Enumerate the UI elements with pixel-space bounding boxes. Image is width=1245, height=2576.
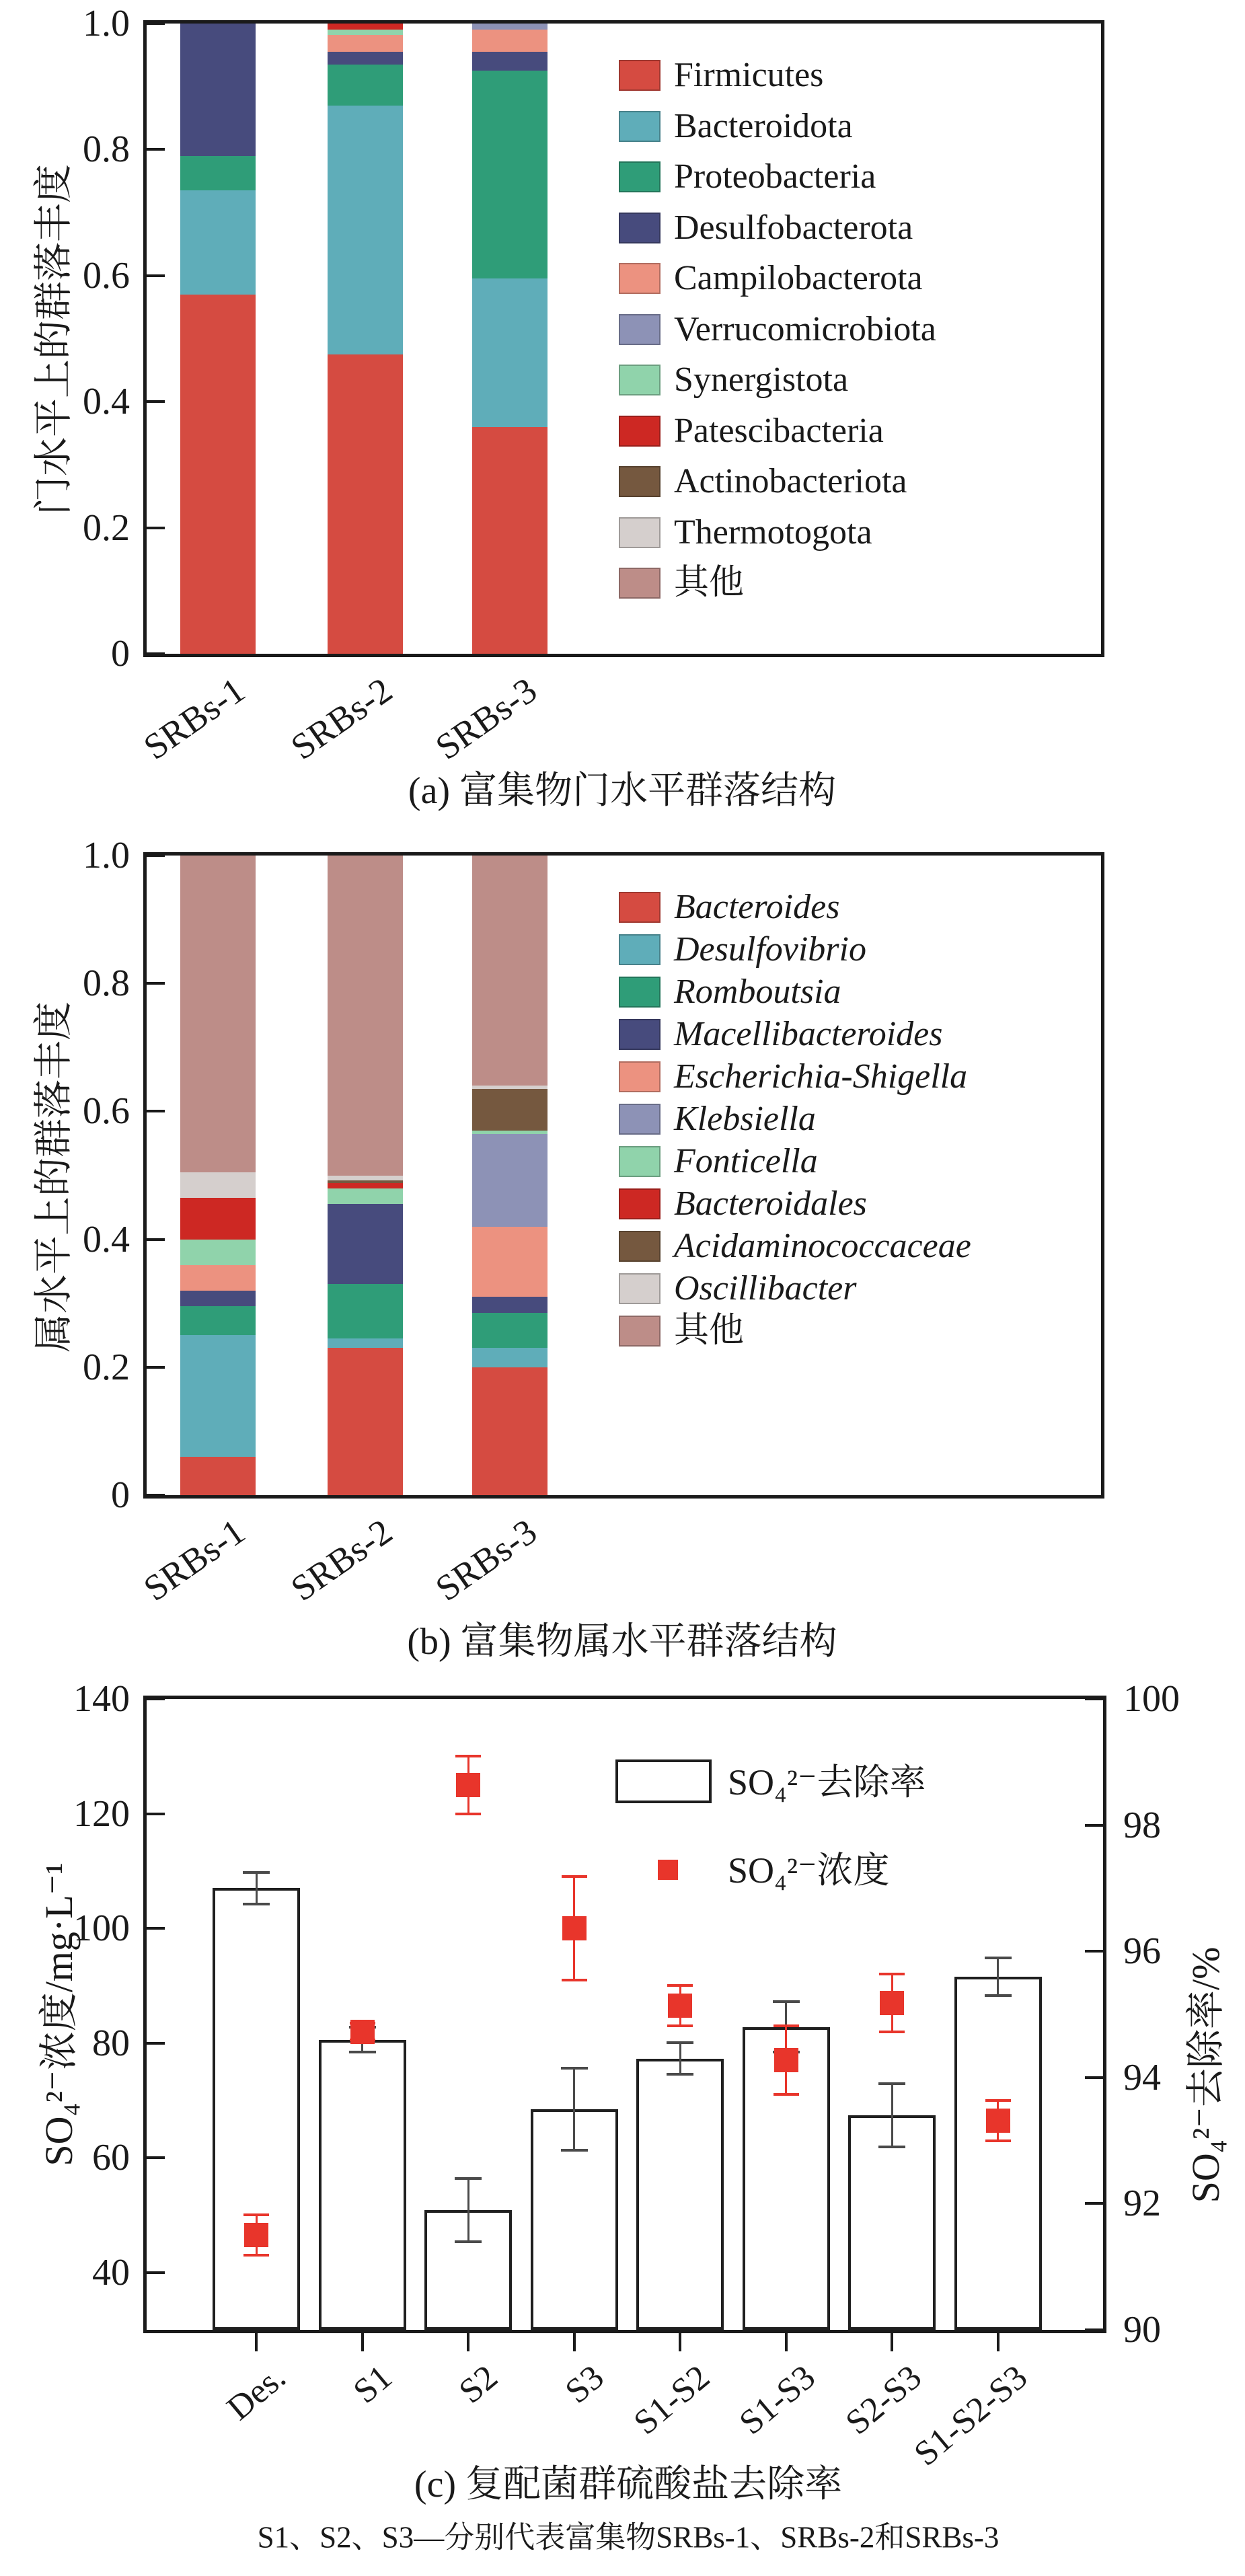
bar-segment-Bacteroidota <box>180 190 256 295</box>
left-tick-label: 80 <box>92 2022 130 2064</box>
bar-error-line <box>256 1872 258 1904</box>
point-error-cap-bottom <box>562 1979 587 1981</box>
stacked-chart-0-axis-left <box>143 20 147 657</box>
bar-segment-Romboutsia <box>472 1313 548 1348</box>
bar-error-cap-bottom <box>667 2073 693 2076</box>
concentration-point <box>880 1991 904 2015</box>
bar-segment-Bacteroidales <box>180 1198 256 1240</box>
legend-swatch-Acidaminococcaceae <box>619 1231 661 1262</box>
y-tick <box>147 854 165 857</box>
y-tick <box>147 652 165 655</box>
point-error-cap-bottom <box>879 2031 905 2033</box>
bar-error-cap-top <box>455 2177 482 2180</box>
x-category-label: S1 <box>346 2357 400 2411</box>
removal-axis-title: SO₄²⁻去除率/% <box>1184 1946 1228 2203</box>
x-category-label: Des. <box>220 2357 293 2428</box>
legend-label-Fonticella: Fonticella <box>674 1142 818 1180</box>
chart-caption: (c) 复配菌群硫酸盐去除率 <box>414 2464 843 2505</box>
y-tick <box>147 1110 165 1112</box>
left-tick <box>147 2042 165 2045</box>
legend-swatch-Oscillibacter <box>619 1273 661 1304</box>
bar-segment-Bacteroidales <box>328 1183 403 1188</box>
removal-chart-axis-top <box>143 1696 1106 1699</box>
bar-segment-Macellibacteroides <box>328 1204 403 1284</box>
bar-error-line <box>679 2043 681 2074</box>
chart-caption: (b) 富集物属水平群落结构 <box>407 1621 837 1663</box>
legend-swatch-Escherichia-Shigella <box>619 1061 661 1092</box>
legend-swatch-Desulfovibrio <box>619 934 661 965</box>
y-tick-label: 1.0 <box>83 835 130 876</box>
legend-label-Synergistota: Synergistota <box>674 361 849 399</box>
y-tick <box>147 22 165 25</box>
concentration-point <box>774 2048 798 2072</box>
y-axis-title: 属水平上的群落丰度 <box>32 1001 75 1353</box>
left-tick <box>147 2271 165 2274</box>
y-tick-label: 0.2 <box>83 506 130 549</box>
stacked-chart-1-axis-bottom <box>143 1495 1104 1499</box>
y-tick-label: 0.6 <box>83 1090 130 1133</box>
left-tick-label: 140 <box>73 1678 130 1720</box>
legend-label-removal: SO₄²⁻去除率 <box>728 1762 926 1803</box>
concentration-point <box>986 2109 1010 2133</box>
bar-segment-Romboutsia <box>180 1306 256 1335</box>
legend-label-Verrucomicrobiota: Verrucomicrobiota <box>674 309 936 348</box>
removal-bar <box>213 1888 300 2330</box>
bar-segment-Campilobacterota <box>472 30 548 52</box>
y-tick-label: 0.8 <box>83 962 130 1005</box>
bar-segment-Desulfovibrio <box>180 1335 256 1457</box>
x-category-label: S1-S2 <box>626 2357 717 2443</box>
right-tick <box>1085 2202 1103 2205</box>
legend-swatch-Verrucomicrobiota <box>619 314 661 345</box>
bar-segment-Firmicutes <box>180 295 256 654</box>
y-tick-label: 0.6 <box>83 254 130 297</box>
y-tick <box>147 527 165 529</box>
legend-label-Actinobacteriota: Actinobacteriota <box>674 462 907 500</box>
legend-point-swatch <box>658 1860 678 1880</box>
bar-error-line <box>467 2179 469 2242</box>
legend-swatch-Fonticella <box>619 1146 661 1177</box>
left-tick <box>147 1698 165 1700</box>
bar-error-cap-top <box>773 2000 800 2003</box>
bar-segment-Proteobacteria <box>180 156 256 191</box>
legend-swatch-Bacteroidota <box>619 111 661 142</box>
legend-swatch-Macellibacteroides <box>619 1019 661 1050</box>
legend-label-Proteobacteria: Proteobacteria <box>674 157 876 196</box>
point-error-cap-top <box>774 2024 799 2027</box>
x-category-label: SRBs-3 <box>428 669 544 768</box>
y-tick <box>147 274 165 277</box>
legend-swatch-Actinobacteriota <box>619 466 661 497</box>
legend-swatch-Campilobacterota <box>619 263 661 294</box>
y-tick-label: 0 <box>111 1474 130 1516</box>
bar-error-cap-bottom <box>985 1994 1012 1997</box>
y-tick <box>147 400 165 403</box>
bar-segment-Acidaminococcaceae <box>472 1089 548 1131</box>
concentration-axis-title: SO₄²⁻浓度/mg·L⁻¹ <box>37 1862 81 2166</box>
y-tick-label: 1.0 <box>83 3 130 44</box>
legend-swatch-Synergistota <box>619 365 661 395</box>
y-tick-label: 0.4 <box>83 1218 130 1260</box>
y-tick-label: 0.2 <box>83 1346 130 1388</box>
legend-swatch-其他 <box>619 568 661 599</box>
bar-segment-Campilobacterota <box>328 35 403 52</box>
left-tick <box>147 1813 165 1815</box>
bar-segment-Firmicutes <box>328 354 403 654</box>
point-error-cap-bottom <box>243 2254 269 2257</box>
y-tick <box>147 148 165 151</box>
concentration-point <box>562 1916 587 1940</box>
bar-segment-Bacteroidota <box>328 106 403 354</box>
legend-label-Desulfovibrio: Desulfovibrio <box>674 930 866 969</box>
x-tick <box>785 2333 788 2351</box>
stacked-chart-1-axis-left <box>143 852 147 1499</box>
y-tick <box>147 1366 165 1369</box>
legend-label-Acidaminococcaceae: Acidaminococcaceae <box>674 1227 971 1265</box>
removal-bar <box>954 1977 1042 2330</box>
x-category-label: SRBs-1 <box>136 1511 252 1609</box>
bar-segment-Bacteroidota <box>472 278 548 426</box>
stacked-chart-0-axis-bottom <box>143 654 1104 657</box>
right-tick <box>1085 1824 1103 1827</box>
stacked-chart-1-axis-right <box>1101 852 1104 1499</box>
legend-swatch-其他 <box>619 1316 661 1347</box>
x-category-label: SRBs-3 <box>428 1511 544 1609</box>
removal-bar <box>319 2040 406 2330</box>
point-error-cap-top <box>455 1755 481 1757</box>
legend-bar-swatch <box>615 1759 712 1803</box>
legend-label-Romboutsia: Romboutsia <box>674 973 841 1011</box>
point-error-cap-top <box>562 1875 587 1878</box>
right-tick-label: 92 <box>1123 2183 1161 2225</box>
bar-segment-Bacteroides <box>472 1367 548 1495</box>
legend-swatch-Desulfobacterota <box>619 213 661 243</box>
bar-segment-Oscillibacter <box>328 1176 403 1181</box>
x-category-label: S1-S2-S3 <box>907 2357 1035 2474</box>
bar-segment-Desulfobacterota <box>472 52 548 71</box>
removal-chart-axis-left <box>143 1696 147 2333</box>
bar-segment-Escherichia-Shigella <box>472 1227 548 1297</box>
legend-swatch-Bacteroidales <box>619 1188 661 1219</box>
concentration-point <box>350 2020 375 2044</box>
y-tick <box>147 1238 165 1241</box>
removal-bar <box>636 2059 724 2330</box>
legend-swatch-Proteobacteria <box>619 161 661 192</box>
legend-swatch-Bacteroides <box>619 892 661 923</box>
legend-swatch-Romboutsia <box>619 977 661 1008</box>
bar-error-cap-top <box>561 2067 588 2070</box>
bar-error-cap-bottom <box>878 2146 905 2148</box>
left-tick <box>147 2156 165 2159</box>
legend-swatch-Patescibacteria <box>619 416 661 447</box>
bar-error-cap-top <box>667 2041 693 2044</box>
left-tick <box>147 1927 165 1930</box>
point-error-cap-bottom <box>455 1813 481 1815</box>
legend-label-Oscillibacter: Oscillibacter <box>674 1269 857 1308</box>
bar-segment-Verrucomicrobiota <box>472 24 548 30</box>
left-tick-label: 120 <box>73 1792 130 1835</box>
bar-error-cap-top <box>985 1957 1012 1959</box>
legend-swatch-Thermotogota <box>619 517 661 548</box>
y-tick <box>147 1494 165 1497</box>
bar-segment-Proteobacteria <box>472 71 548 278</box>
right-tick <box>1085 2076 1103 2079</box>
bar-error-cap-top <box>878 2082 905 2085</box>
point-error-cap-top <box>667 1984 693 1987</box>
right-tick-label: 96 <box>1123 1930 1161 1973</box>
x-tick <box>997 2333 999 2351</box>
bar-error-cap-bottom <box>243 1903 270 1905</box>
bar-segment-Desulfovibrio <box>472 1348 548 1367</box>
x-tick <box>467 2333 469 2351</box>
bar-segment-其他 <box>180 856 256 1172</box>
concentration-point <box>456 1773 480 1797</box>
legend-label-Patescibacteria: Patescibacteria <box>674 411 884 450</box>
concentration-point <box>668 1994 692 2018</box>
legend-label-Klebsiella: Klebsiella <box>674 1100 816 1138</box>
legend-label-Thermotogota: Thermotogota <box>674 513 872 552</box>
y-tick-label: 0 <box>111 633 130 675</box>
legend-label-其他: 其他 <box>674 1312 745 1350</box>
bar-segment-Fonticella <box>472 1131 548 1134</box>
concentration-point <box>244 2223 268 2247</box>
y-tick-label: 0.8 <box>83 128 130 171</box>
x-tick <box>255 2333 258 2351</box>
legend-label-Escherichia-Shigella: Escherichia-Shigella <box>674 1057 968 1096</box>
chart-caption: (a) 富集物门水平群落结构 <box>408 770 837 812</box>
right-tick-label: 94 <box>1123 2056 1161 2098</box>
right-tick <box>1085 1698 1103 1700</box>
x-category-label: SRBs-2 <box>283 1511 400 1609</box>
legend-label-Firmicutes: Firmicutes <box>674 56 824 94</box>
point-error-cap-bottom <box>667 2024 693 2027</box>
x-category-label: S2 <box>451 2357 505 2411</box>
x-tick <box>679 2333 681 2351</box>
x-category-label: S3 <box>558 2357 611 2411</box>
legend-swatch-Klebsiella <box>619 1104 661 1135</box>
bar-segment-Synergistota <box>328 30 403 34</box>
bar-error-cap-bottom <box>349 2051 376 2053</box>
bar-segment-Bacteroides <box>328 1348 403 1495</box>
right-tick-label: 90 <box>1123 2309 1161 2351</box>
figure-footnote: S1、S2、S3—分别代表富集物SRBs-1、SRBs-2和SRBs-3 <box>257 2520 999 2554</box>
bar-segment-Proteobacteria <box>328 65 403 106</box>
legend-label-Campilobacterota: Campilobacterota <box>674 259 923 297</box>
y-axis-title: 门水平上的群落丰度 <box>32 163 75 516</box>
bar-segment-Fonticella <box>180 1240 256 1265</box>
bar-segment-Patescibacteria <box>328 24 403 30</box>
bar-error-line <box>891 2084 893 2147</box>
removal-chart-axis-right <box>1103 1696 1106 2333</box>
point-error-cap-top <box>879 1973 905 1975</box>
point-error-cap-top <box>985 2099 1011 2102</box>
right-tick <box>1085 2328 1103 2331</box>
bar-segment-Desulfovibrio <box>328 1338 403 1348</box>
bar-segment-Klebsiella <box>472 1134 548 1227</box>
bar-segment-其他 <box>472 856 548 1086</box>
bar-segment-Escherichia-Shigella <box>180 1265 256 1291</box>
legend-label-其他: 其他 <box>674 564 745 602</box>
bar-error-line <box>573 2068 575 2150</box>
x-category-label: S2-S3 <box>838 2357 929 2443</box>
right-tick-label: 98 <box>1123 1804 1161 1846</box>
point-error-cap-bottom <box>985 2139 1011 2142</box>
x-tick <box>361 2333 364 2351</box>
left-tick-label: 40 <box>92 2251 130 2294</box>
bar-segment-其他 <box>328 856 403 1176</box>
stacked-chart-1-axis-top <box>143 852 1104 856</box>
bar-segment-Fonticella <box>328 1188 403 1205</box>
left-tick-label: 60 <box>92 2137 130 2179</box>
bar-error-cap-top <box>243 1871 270 1874</box>
x-category-label: SRBs-1 <box>136 669 252 768</box>
bar-segment-Acidaminococcaceae <box>328 1180 403 1183</box>
right-tick <box>1085 1950 1103 1953</box>
legend-label-Macellibacteroides: Macellibacteroides <box>674 1015 943 1053</box>
legend-label-concentration: SO₄²⁻浓度 <box>728 1850 890 1891</box>
legend-label-Bacteroidales: Bacteroidales <box>674 1184 867 1223</box>
x-category-label: SRBs-2 <box>283 669 400 768</box>
left-tick-label: 100 <box>73 1907 130 1950</box>
legend-label-Bacteroides: Bacteroides <box>674 888 840 926</box>
bar-segment-Desulfobacterota <box>328 52 403 65</box>
x-category-label: S1-S3 <box>732 2357 823 2443</box>
stacked-chart-0-axis-right <box>1101 20 1104 657</box>
stacked-chart-0-axis-top <box>143 20 1104 24</box>
legend-swatch-Firmicutes <box>619 60 661 91</box>
y-tick-label: 0.4 <box>83 381 130 423</box>
bar-segment-Macellibacteroides <box>180 1291 256 1307</box>
bar-error-cap-bottom <box>455 2240 482 2243</box>
bar-segment-Oscillibacter <box>180 1172 256 1198</box>
bar-segment-Macellibacteroides <box>472 1297 548 1313</box>
bar-segment-Oscillibacter <box>472 1086 548 1089</box>
bar-segment-Romboutsia <box>328 1284 403 1338</box>
legend-label-Desulfobacterota: Desulfobacterota <box>674 208 913 247</box>
y-tick <box>147 982 165 985</box>
x-tick <box>573 2333 576 2351</box>
removal-chart-axis-bottom <box>143 2330 1106 2333</box>
x-tick <box>891 2333 893 2351</box>
bar-segment-Desulfobacterota <box>180 24 256 156</box>
right-tick-label: 100 <box>1123 1678 1180 1720</box>
bar-segment-Bacteroides <box>180 1457 256 1495</box>
point-error-cap-top <box>243 2213 269 2216</box>
legend-label-Bacteroidota: Bacteroidota <box>674 106 853 145</box>
point-error-cap-bottom <box>774 2093 799 2096</box>
bar-error-line <box>997 1958 999 1996</box>
bar-segment-Firmicutes <box>472 427 548 654</box>
bar-error-cap-bottom <box>561 2149 588 2152</box>
